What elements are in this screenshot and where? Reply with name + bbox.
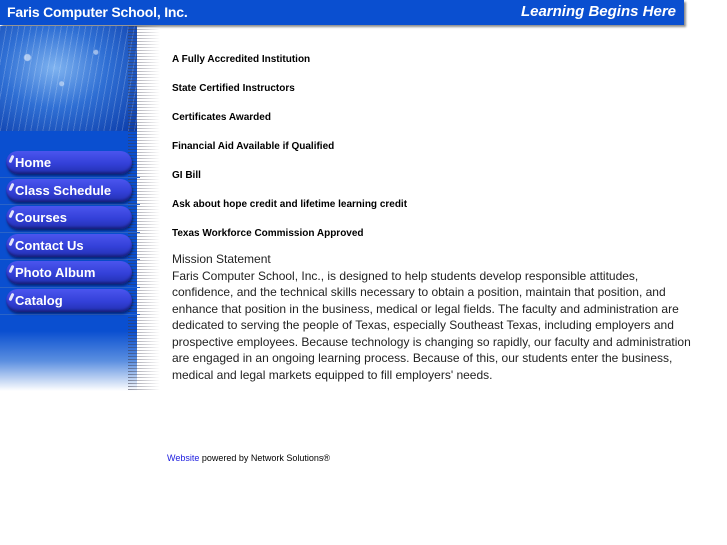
nav-button-class-schedule[interactable]: Class Schedule [6, 179, 132, 202]
main-nav [0, 150, 140, 315]
mission-body: Faris Computer School, Inc., is designed to help students develop responsible attitudes, confidence, and the technical skills necessary to obtain a position, maintain that position, and enhance that position in the business, medical or legal fields. The faculty and administration are dedicated to serving the people of Texas, especially Southeast Texas, including employers and prospective employees. Because technology is changing so rapidly, our faculty and administration are engaged in an ongoing learning process. Because of this, our students enter the business, medical and legal markets equipped to fill employers' needs. [172, 268, 691, 382]
footer [167, 453, 330, 463]
nav-button-catalog[interactable]: Catalog [6, 289, 132, 312]
highlight-item: Texas Workforce Commission Approved [172, 228, 364, 239]
highlight-item: Certificates Awarded [172, 112, 271, 123]
header-banner [0, 0, 684, 25]
nav-button-contact-us[interactable]: Contact Us [6, 234, 132, 257]
nav-button-courses[interactable]: Courses [6, 206, 132, 229]
highlight-item: Financial Aid Available if Qualified [172, 141, 335, 152]
site-brand: Faris Computer School, Inc. [7, 4, 188, 20]
nav-item-contact-us [0, 233, 140, 261]
nav-button-home[interactable]: Home [6, 151, 132, 174]
nav-item-catalog [0, 288, 140, 316]
nav-item-home [0, 150, 140, 178]
globe-fiber-optic-image [0, 26, 137, 131]
highlight-item: State Certified Instructors [172, 83, 295, 94]
nav-button-photo-album[interactable]: Photo Album [6, 261, 132, 284]
highlight-item: Ask about hope credit and lifetime learning credit [172, 199, 408, 210]
mission-statement [172, 251, 692, 383]
highlight-item: GI Bill [172, 170, 201, 181]
mission-title: Mission Statement [172, 252, 271, 266]
nav-item-photo-album [0, 260, 140, 288]
site-tagline: Learning Begins Here [520, 3, 676, 20]
sidebar-fade [0, 331, 137, 391]
nav-item-class-schedule [0, 178, 140, 206]
highlights-list [172, 53, 407, 256]
footer-text: powered by Network Solutions® [199, 453, 331, 463]
nav-item-courses [0, 205, 140, 233]
website-link[interactable]: Website [167, 453, 200, 463]
highlight-item: A Fully Accredited Institution [172, 54, 311, 65]
